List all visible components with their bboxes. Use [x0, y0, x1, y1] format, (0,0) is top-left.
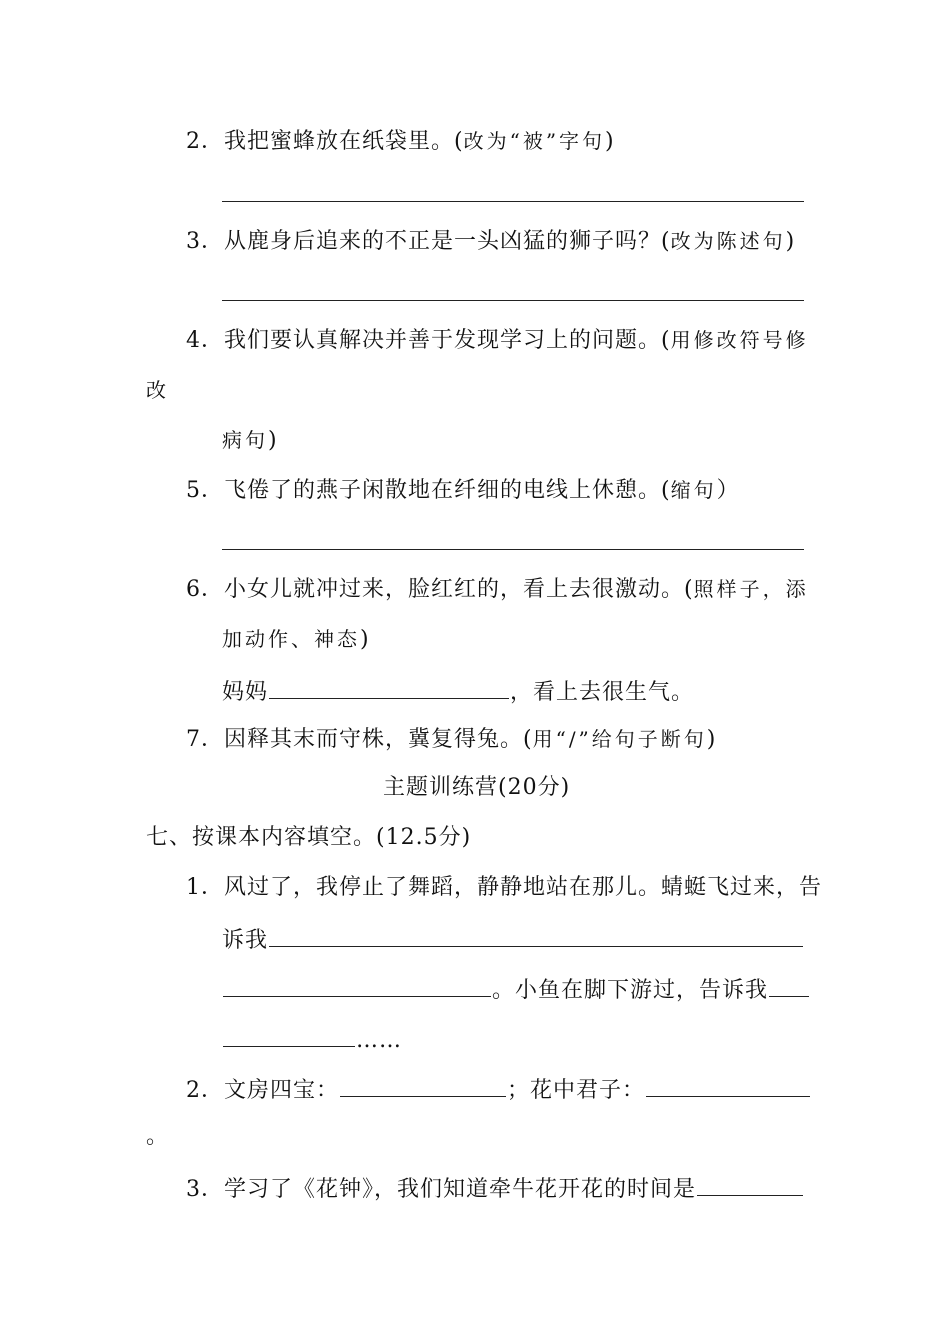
question-hint: 用“/”给句子断句 [532, 727, 707, 751]
question-text: 小女儿就冲过来，脸红红的，看上去很激动。( [224, 577, 694, 602]
answer-blank[interactable] [769, 972, 809, 997]
question-hint: 照样子，添 [693, 577, 809, 601]
answer-blank[interactable] [340, 1072, 506, 1097]
answer-row: …… [222, 1022, 402, 1056]
answer-line[interactable] [222, 549, 804, 550]
answer-blank[interactable] [269, 922, 803, 947]
question-5: 5．飞倦了的燕子闲散地在纤细的电线上休憩。(缩句） [186, 478, 740, 503]
question-2: 2．我把蜜蜂放在纸袋里。(改为“被”字句) [186, 129, 615, 154]
question-hint: 缩句 [670, 478, 717, 502]
question-number: 4． [186, 328, 224, 353]
question-6 [186, 574, 809, 605]
part7-question-2: 2．文房四宝： ；花中君子： [186, 1072, 811, 1106]
question-3: 3．从鹿身后追来的不正是一头凶猛的狮子吗？(改为陈述句) [186, 229, 796, 254]
answer-blank[interactable] [269, 674, 509, 699]
answer-blank[interactable] [223, 1022, 355, 1047]
question-hint-wrap: 改 [146, 378, 169, 402]
question-hint: 改为“被”字句 [463, 129, 606, 153]
question-number: 1． [186, 875, 224, 900]
answer-row: 诉我 [222, 922, 804, 956]
answer-blank[interactable] [697, 1171, 803, 1196]
part-heading: 七、按课本内容填空。(12.5分) [146, 825, 472, 850]
answer-line[interactable] [222, 201, 804, 202]
question-number: 2． [186, 1078, 224, 1103]
answer-blank[interactable] [646, 1072, 810, 1097]
question-number: 5． [186, 478, 224, 503]
question-hint-wrap: 加动作、神态) [222, 627, 370, 652]
question-text: 风过了，我停止了舞蹈，静静地站在那儿。蜻蜓飞过来，告 [224, 875, 823, 900]
answer-row: 妈妈 ，看上去很生气。 [222, 674, 694, 708]
sentence-end: 。 [146, 1124, 170, 1149]
question-text: 我把蜜蜂放在纸袋里。( [224, 129, 464, 154]
question-text: 我们要认真解决并善于发现学习上的问题。( [224, 328, 671, 353]
question-text: 因释其末而守株，冀复得兔。( [224, 727, 533, 752]
question-text: 学习了《花钟》，我们知道牵牛花开花的时间是 [224, 1177, 697, 1202]
question-text: 飞倦了的燕子闲散地在纤细的电线上休憩。( [224, 478, 671, 503]
question-number: 3． [186, 229, 224, 254]
question-7: 7．因释其末而守株，冀复得兔。(用“/”给句子断句) [186, 727, 717, 752]
question-number: 3． [186, 1177, 224, 1202]
answer-line[interactable] [222, 300, 804, 301]
question-hint: 用修改符号修 [670, 328, 809, 352]
question-hint: 改为陈述句 [670, 229, 786, 253]
question-text: 从鹿身后追来的不正是一头凶猛的狮子吗？( [224, 229, 671, 254]
answer-blank[interactable] [223, 972, 491, 997]
question-number: 2． [186, 129, 224, 154]
part7-question-1 [186, 873, 822, 903]
question-number: 7． [186, 727, 224, 752]
answer-row: 。小鱼在脚下游过，告诉我 [222, 972, 810, 1006]
section-title: 主题训练营(20分) [383, 775, 571, 800]
question-number: 6． [186, 577, 224, 602]
question-hint-wrap: 病句) [222, 428, 278, 453]
part7-question-3 [186, 1171, 804, 1205]
question-4 [186, 325, 809, 356]
